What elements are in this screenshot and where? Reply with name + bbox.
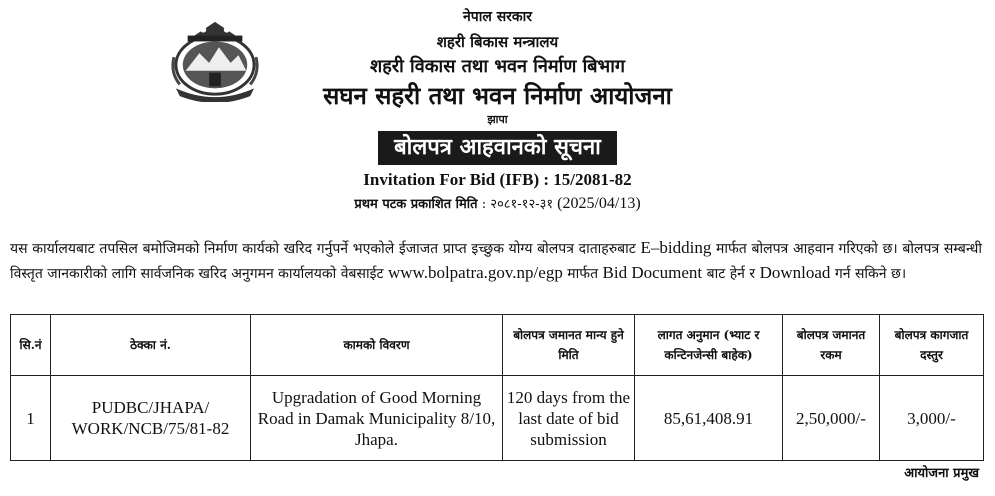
- header-contract-no: ठेक्का नं.: [51, 315, 251, 376]
- table-row: [11, 376, 984, 461]
- cell-bid-validity: 120 days from the last date of bid submission: [503, 376, 635, 461]
- body-ebidding: E–bidding: [640, 238, 712, 257]
- project-name: सघन सहरी तथा भवन निर्माण आयोजना: [323, 81, 672, 110]
- header-serial-no: सि.नं: [11, 315, 51, 376]
- published-separator: :: [477, 197, 491, 212]
- header-document-fee: बोलपत्र कागजात दस्तुर: [880, 315, 984, 376]
- published-date-nepali: २०८१-१२-३१: [490, 197, 554, 212]
- cell-document-fee: 3,000/-: [880, 376, 984, 461]
- notice-title-banner: बोलपत्र आहवानको सूचना: [378, 131, 617, 165]
- body-bid-document: Bid Document: [602, 263, 703, 282]
- body-download: Download: [759, 263, 831, 282]
- project-chief-signatory: आयोजना प्रमुख: [904, 466, 979, 481]
- bolpatra-website-link[interactable]: www.bolpatra.gov.np/egp: [387, 263, 563, 282]
- district-name: झापा: [487, 113, 508, 126]
- header-bid-security: बोलपत्र जमानत रकम: [783, 315, 880, 376]
- cell-serial-no: 1: [11, 376, 51, 461]
- cell-contract-no: PUDBC/JHAPA/ WORK/NCB/75/81-82: [51, 376, 251, 461]
- department-name: शहरी विकास तथा भवन निर्माण बिभाग: [369, 56, 626, 77]
- publication-date-line: [0, 194, 995, 215]
- ministry-name: शहरी बिकास मन्त्रालय: [436, 33, 559, 51]
- cell-cost-estimate: 85,61,408.91: [635, 376, 783, 461]
- header-work-description: कामको विवरण: [251, 315, 503, 376]
- notice-body-paragraph: [10, 236, 982, 286]
- ifb-number: Invitation For Bid (IFB) : 15/2081-82: [363, 170, 632, 189]
- table-header-row: [11, 315, 984, 376]
- body-text-1: यस कार्यालयबाट तपसिल बमोजिमको निर्माण कार्यको खरिद गर्नुपर्ने भएकोले ईजाजत प्राप्त इच्छुक योग्य बोलपत्र दाताहरुबाट: [10, 241, 641, 257]
- header-bid-validity: बोलपत्र जमानत मान्य हुने मिति: [503, 315, 635, 376]
- government-name: नेपाल सरकार: [462, 9, 532, 25]
- notice-header: [0, 6, 995, 215]
- published-date-english: (2025/04/13): [553, 195, 641, 212]
- header-cost-estimate: लागत अनुमान (भ्याट र कन्टिनजेन्सी बाहेक): [635, 315, 783, 376]
- cell-work-description: Upgradation of Good Morning Road in Damak Municipality 8/10, Jhapa.: [251, 376, 503, 461]
- body-text-2: मार्फत बोलपत्र आहवान गरिएको छ। बोलपत्र सम्बन्धी विस्तृत जानकारीको लागि सार्वजनिक खरिद अनुगमन कार्यालयको वेबसाईट: [10, 241, 982, 282]
- body-text-5: गर्न सकिने छ।: [830, 266, 907, 282]
- body-text-4: बाट हेर्न र: [702, 266, 760, 282]
- body-text-3: मार्फत: [562, 266, 603, 282]
- published-label: प्रथम पटक प्रकाशित मिति: [354, 197, 478, 212]
- bid-details-table: [10, 314, 984, 461]
- cell-bid-security: 2,50,000/-: [783, 376, 880, 461]
